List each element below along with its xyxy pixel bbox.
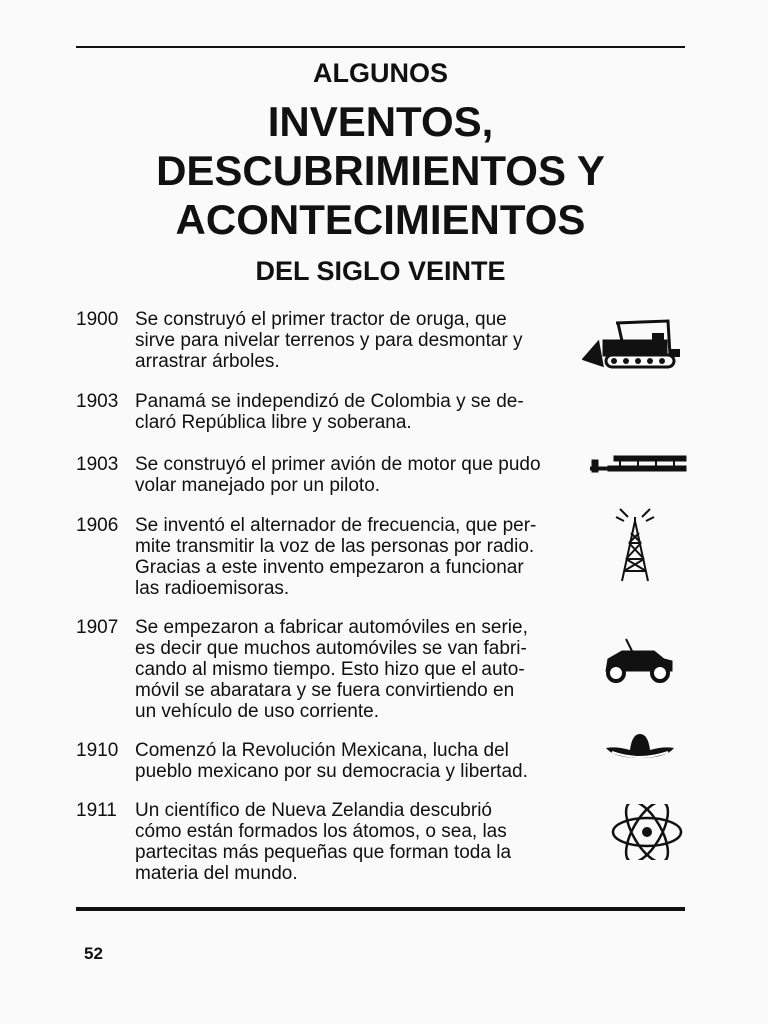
entry-text-line: materia del mundo. (135, 863, 298, 884)
sombrero-icon (604, 728, 676, 764)
entry-text (135, 391, 580, 433)
entry-text-line: Gracias a este invento empezaron a funcionar (135, 557, 524, 578)
title-line-5: DEL SIGLO VEINTE (255, 256, 506, 286)
entry-year: 1906 (76, 515, 119, 536)
entry-text-line: un vehículo de uso corriente. (135, 701, 379, 722)
entry-text (135, 454, 580, 496)
biplane-icon (590, 448, 690, 478)
bottom-rule (76, 907, 685, 911)
entry-text-line: Un científico de Nueva Zelandia descubrió (135, 800, 492, 821)
entry-year: 1903 (76, 391, 119, 412)
entry-text (135, 617, 580, 722)
entry-text-line: Panamá se independizó de Colombia y se de- (135, 391, 524, 412)
entry-text-line: cómo están formados los átomos, o sea, las (135, 821, 507, 842)
entry-text-line: Se construyó el primer tractor de oruga, que (135, 309, 507, 330)
entry-text-line: Se empezaron a fabricar automóviles en serie, (135, 617, 528, 638)
title-line-2: INVENTOS, (267, 98, 494, 145)
title-line-3: DESCUBRIMIENTOS Y (156, 147, 605, 194)
entry-year: 1910 (76, 740, 119, 761)
entry-text-line: Comenzó la Revolución Mexicana, lucha del (135, 740, 509, 761)
entry-text-line: volar manejado por un piloto. (135, 475, 381, 496)
entry-text-line: Se construyó el primer avión de motor que pudo (135, 454, 541, 475)
bulldozer-icon (582, 315, 682, 377)
title-line-4: ACONTECIMIENTOS (175, 196, 586, 243)
entry-text (135, 515, 580, 599)
entry-text-line: arrastrar árboles. (135, 351, 280, 372)
entry-text (135, 740, 580, 782)
entry-year: 1900 (76, 309, 119, 330)
top-rule (76, 46, 685, 48)
page-number: 52 (84, 944, 103, 963)
atom-icon (610, 804, 684, 860)
entry-text-line: sirve para nivelar terrenos y para desmontar y (135, 330, 523, 351)
entry-text-line: es decir que muchos automóviles se van fabri- (135, 638, 527, 659)
entry-text (135, 800, 580, 884)
entry-text-line: móvil se abaratara y se fuera convirtiendo en (135, 680, 515, 701)
entry-year: 1903 (76, 454, 119, 475)
entry-text-line: Se inventó el alternador de frecuencia, que per- (135, 515, 537, 536)
entry-year: 1907 (76, 617, 119, 638)
entry-text-line: mite transmitir la voz de las personas por radio. (135, 536, 535, 557)
entry-text-line: pueblo mexicano por su democracia y libertad. (135, 761, 528, 782)
title-line-1: ALGUNOS (313, 58, 448, 88)
entry-year: 1911 (76, 800, 117, 821)
entry-text-line: partecitas más pequeñas que forman toda la (135, 842, 512, 863)
entry-text-line: claró República libre y soberana. (135, 412, 412, 433)
entry-text-line: cando al mismo tiempo. Esto hizo que el auto- (135, 659, 525, 680)
radio-tower-icon (612, 503, 658, 583)
entry-text (135, 309, 580, 372)
car-icon (602, 637, 674, 683)
entry-text-line: las radioemisoras. (135, 578, 290, 599)
